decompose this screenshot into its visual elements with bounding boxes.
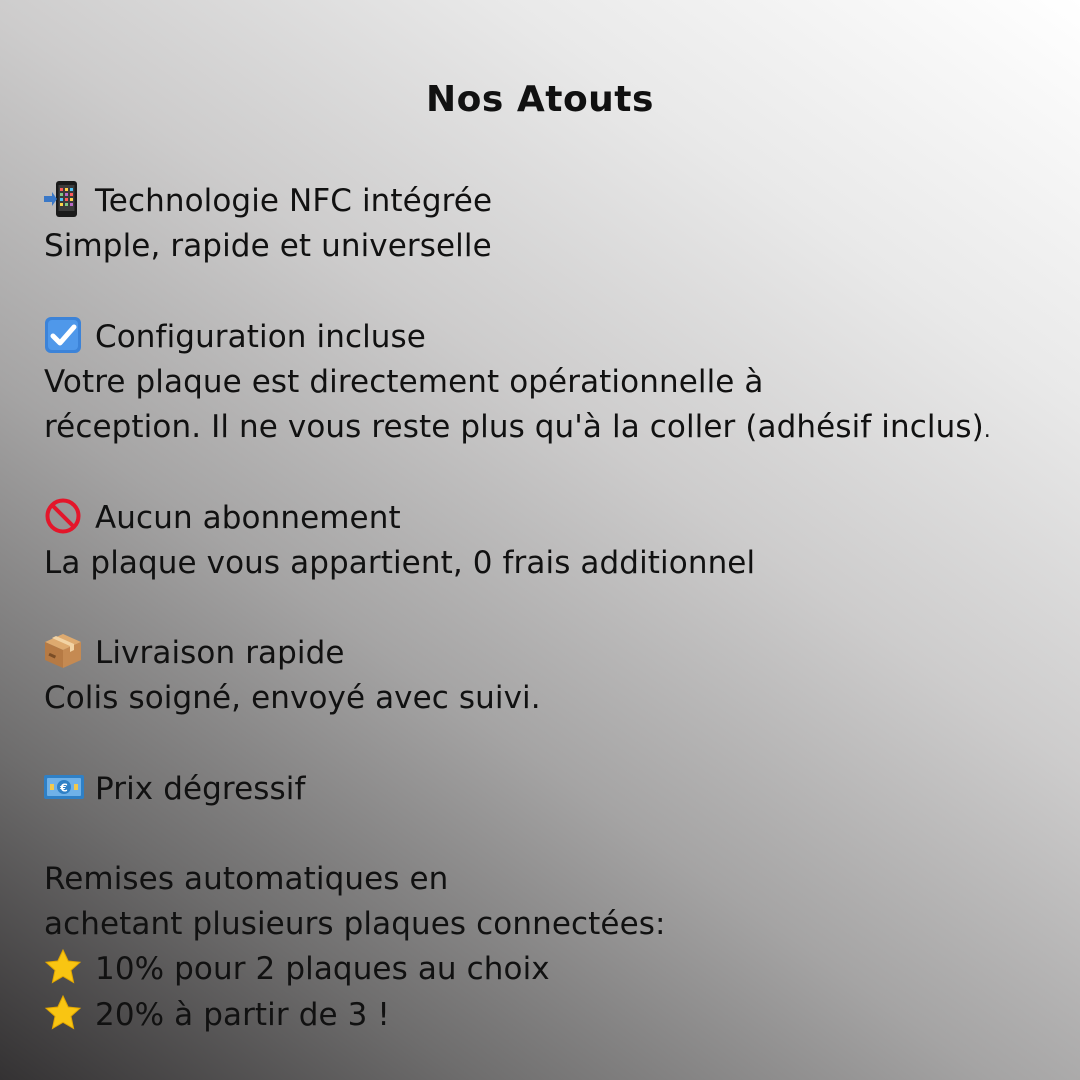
discount-intro: Remises automatiques en bbox=[44, 861, 449, 897]
discount-intro: achetant plusieurs plaques connectées: bbox=[44, 906, 666, 942]
feature-heading-text: Technologie NFC intégrée bbox=[95, 183, 493, 219]
mobile-phone-arrow-icon bbox=[44, 181, 86, 217]
feature-heading-text: Prix dégressif bbox=[95, 771, 306, 807]
discount-item-text: 20% à partir de 3 ! bbox=[95, 997, 390, 1033]
page-title: Nos Atouts bbox=[426, 79, 654, 120]
feature-description-period: . bbox=[983, 418, 991, 443]
feature-heading-text: Livraison rapide bbox=[95, 635, 345, 671]
feature-description: Simple, rapide et universelle bbox=[44, 228, 492, 264]
star-icon bbox=[44, 949, 86, 985]
svg-text:€: € bbox=[60, 781, 68, 795]
feature-heading-subscription bbox=[44, 497, 401, 539]
feature-description: Votre plaque est directement opérationnelle à bbox=[44, 364, 764, 400]
feature-heading-delivery bbox=[44, 632, 345, 674]
checkbox-icon bbox=[44, 317, 86, 353]
feature-heading-pricing bbox=[44, 768, 306, 810]
package-icon bbox=[44, 633, 86, 669]
feature-heading-nfc bbox=[44, 180, 492, 222]
prohibited-icon bbox=[44, 498, 86, 534]
feature-description-text: réception. Il ne vous reste plus qu'à la coller (adhésif inclus) bbox=[44, 409, 984, 445]
feature-description bbox=[44, 406, 991, 452]
discount-item-text: 10% pour 2 plaques au choix bbox=[95, 951, 550, 987]
feature-description: La plaque vous appartient, 0 frais additionnel bbox=[44, 545, 756, 581]
euro-banknote-icon bbox=[44, 769, 86, 805]
feature-heading-text: Configuration incluse bbox=[95, 319, 426, 355]
discount-item bbox=[44, 994, 390, 1036]
feature-heading-text: Aucun abonnement bbox=[95, 500, 401, 536]
feature-heading-configuration bbox=[44, 316, 426, 358]
star-icon bbox=[44, 995, 86, 1031]
feature-description: Colis soigné, envoyé avec suivi. bbox=[44, 680, 541, 716]
discount-item bbox=[44, 948, 550, 990]
